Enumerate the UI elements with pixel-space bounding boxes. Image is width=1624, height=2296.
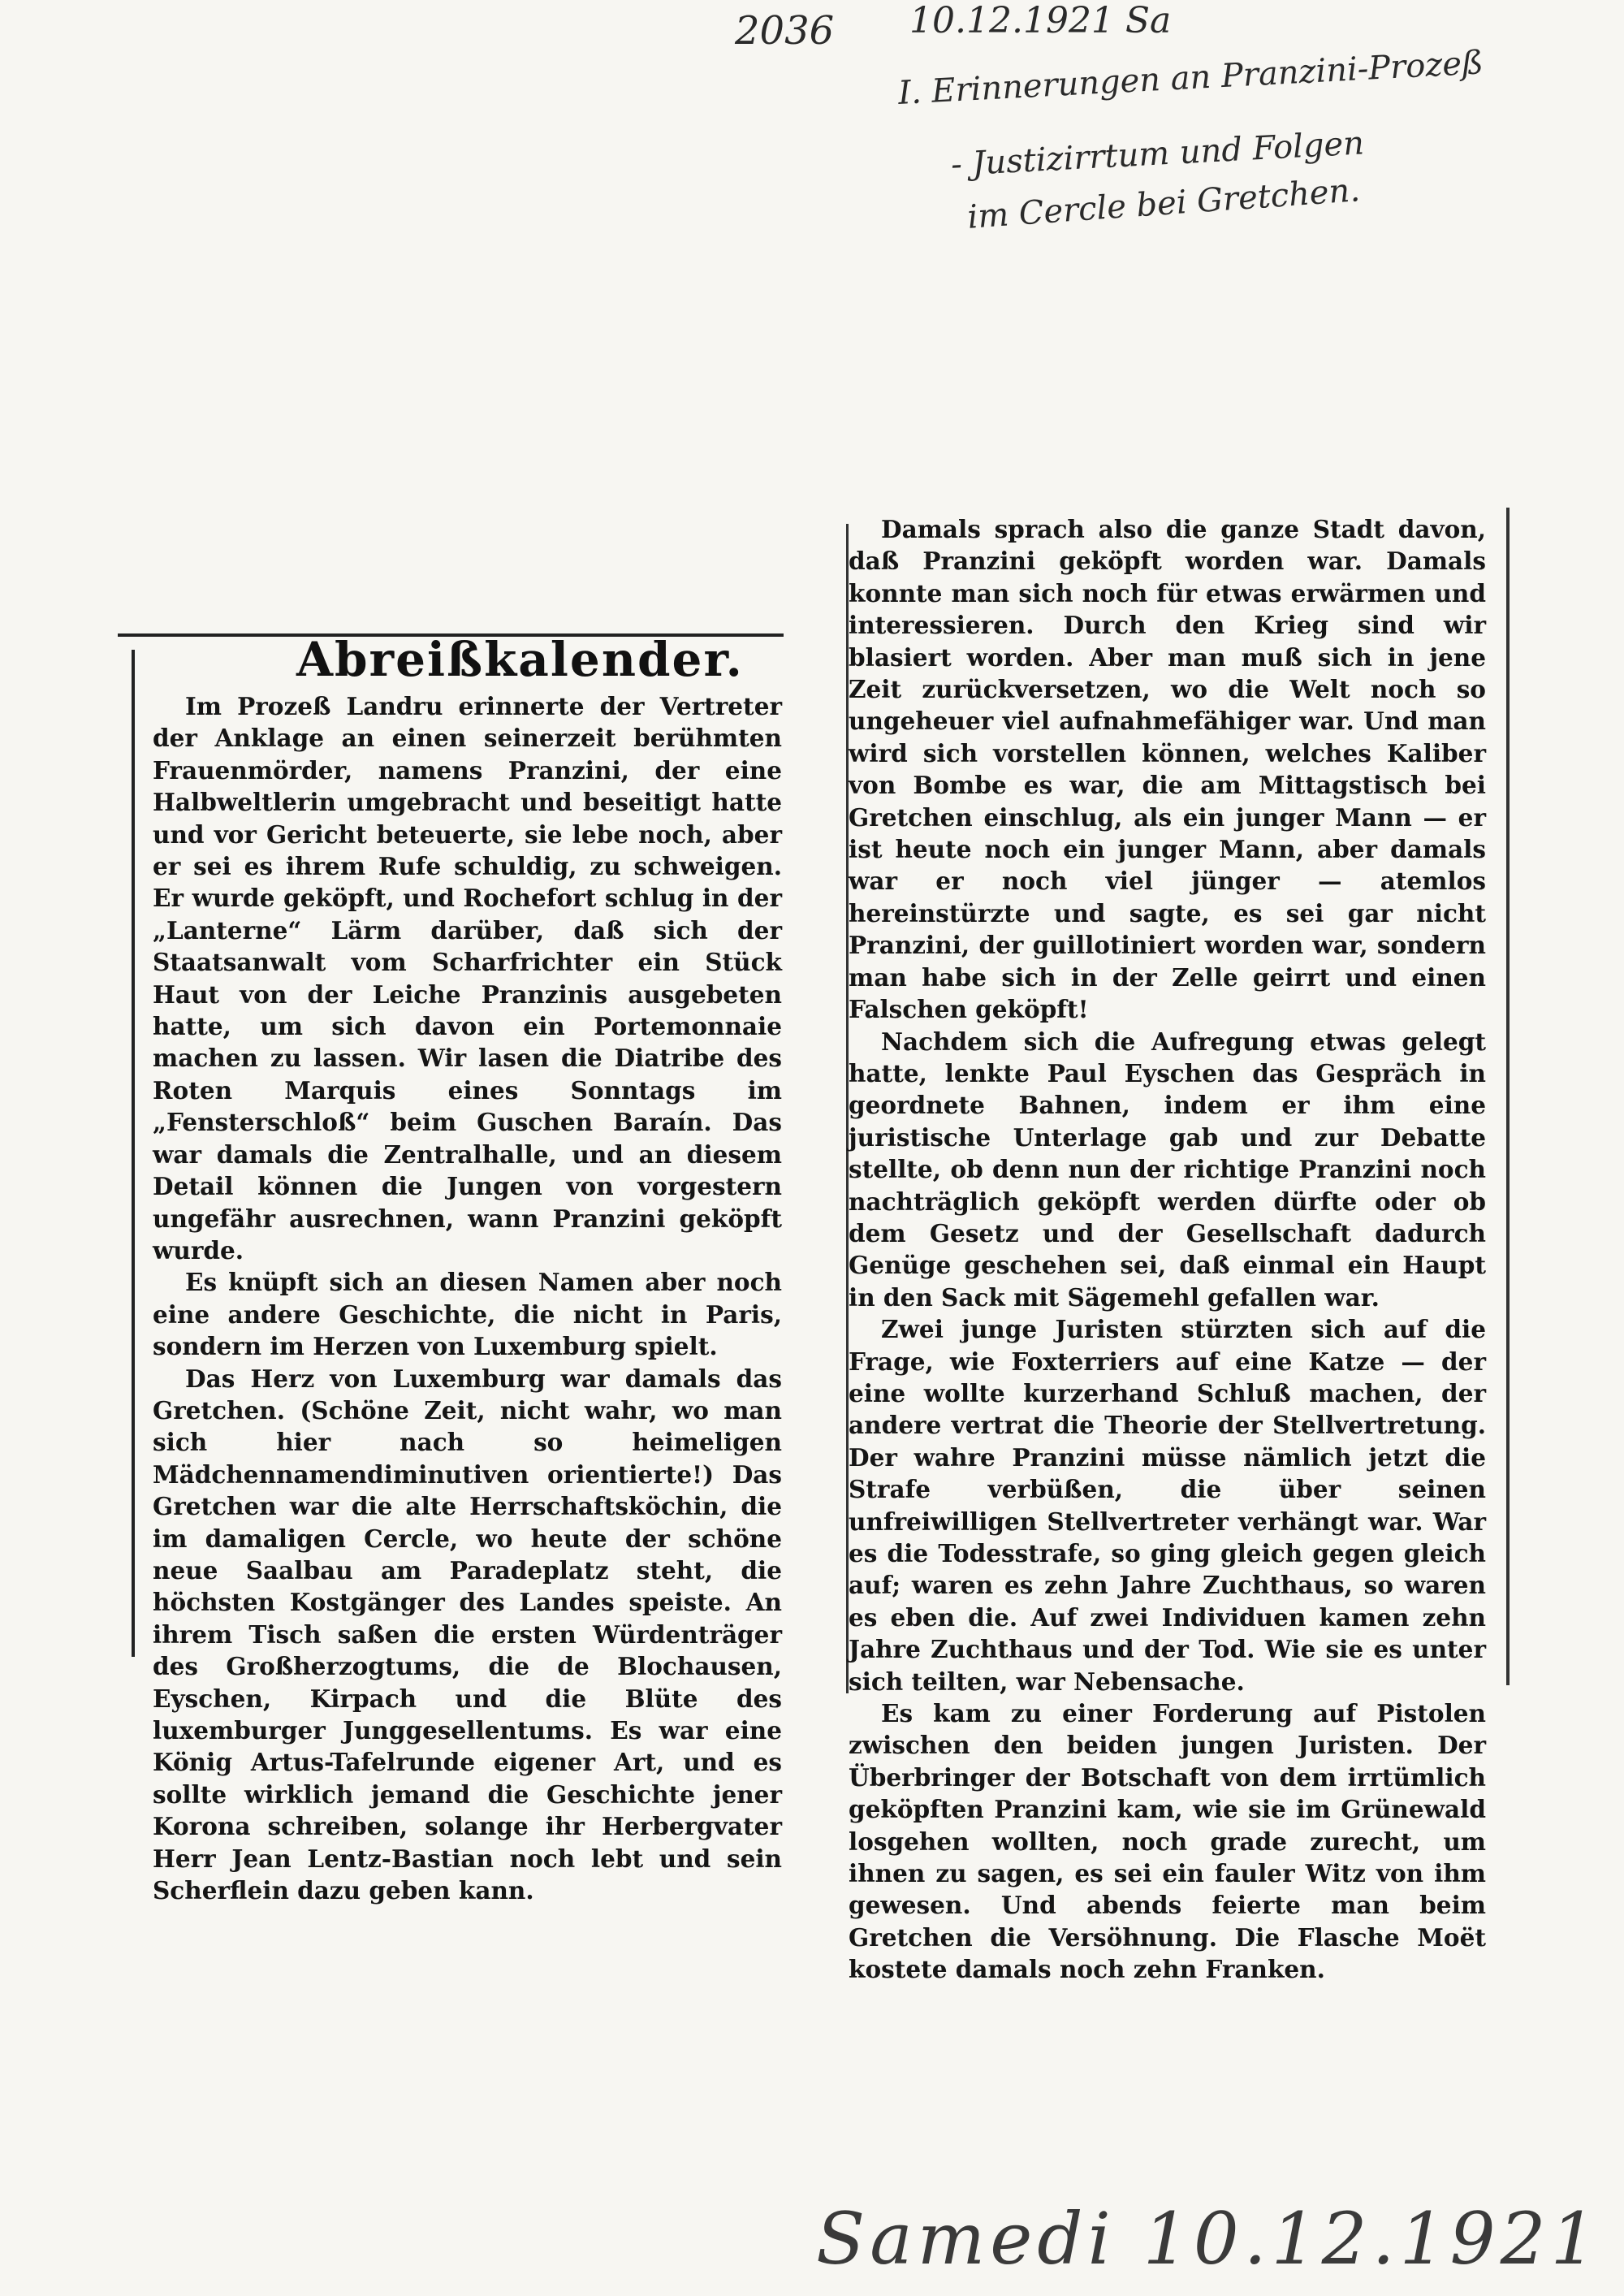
- article-paragraph: Im Prozeß Landru erinnerte der Vertreter der Anklage an einen seinerzeit berühmten Frauenmörder, namens Pranzini, der eine Halbweltlerin umgebracht und beseitigt hatte und vor Gericht beteuerte, sie lebe noch, aber er sei es ihrem Rufe schuldig, zu schweigen. Er wurde geköpft, und Rochefort schlug in der „Lanterne“ Lärm darüber, daß sich der Staatsanwalt vom Scharfrichter ein Stück Haut von der Leiche Pranzinis ausgebeten hatte, um sich davon ein Portemonnaie machen zu lassen. Wir lasen die Diatribe des Roten Marquis eines Sonntags im „Fensterschloß“ beim Guschen Baraín. Das war damals die Zentralhalle, und an diesem Detail können die Jungen von vorgestern ungefähr ausrechnen, wann Pranzini geköpft wurde.: [153, 692, 782, 1265]
- article-paragraph: Damals sprach also die ganze Stadt davon, daß Pranzini geköpft worden war. Damals konnte man sich noch für etwas erwärmen und interessieren. Durch den Krieg sind wir blasiert worden. Aber man muß sich in jene Zeit zurückversetzen, wo die Welt noch so ungeheuer viel aufnahmefähiger war. Und man wird sich vorstellen können, welches Kaliber von Bombe es war, die am Mittagstisch bei Gretchen einschlug, als ein junger Mann — er ist heute noch ein junger Mann, aber damals war er noch viel jünger — atemlos hereinstürzte und sagte, es sei gar nicht Pranzini, der guillotiniert worden war, sondern man habe sich in der Zelle geirrt und einen Falschen geköpft!: [849, 515, 1486, 1024]
- handwritten-note-line-1: I. Erinnerungen an Pranzini-Prozeß: [897, 44, 1484, 112]
- article-headline: Abreißkalender.: [296, 632, 744, 687]
- handwritten-note-line-3: im Cercle bei Gretchen.: [966, 171, 1362, 236]
- article-right-column: [849, 513, 1486, 1986]
- article-left-column: [153, 690, 782, 1906]
- handwritten-note-line-2: - Justizirrtum und Folgen: [950, 124, 1366, 184]
- article-paragraph: Zwei junge Juristen stürzten sich auf die Frage, wie Foxterriers auf eine Katze — der eine wollte kurzerhand Schluß machen, der andere vertrat die Theorie der Stellvertretung. Der wahre Pranzini müsse nämlich jetzt die Strafe verbüßen, die über seinen unfreiwilligen Stellvertreter verhängt war. War es die Todesstrafe, so ging gleich gegen gleich auf; waren es zehn Jahre Zuchthaus, so waren es eben die. Auf zwei Individuen kamen zehn Jahre Zuchthaus und der Tod. Wie sie es unter sich teilten, war Nebensache.: [849, 1315, 1486, 1696]
- article-paragraph: Das Herz von Luxemburg war damals das Gretchen. (Schöne Zeit, nicht wahr, wo man sich hier nach so heimeligen Mädchennamendiminutiven orientierte!) Das Gretchen war die alte Herrschaftsköchin, die im damaligen Cercle, wo heute der schöne neue Saalbau am Paradeplatz steht, die höchsten Kostgänger des Landes speiste. An ihrem Tisch saßen die ersten Würdenträger des Großherzogtums, die de Blochausen, Eyschen, Kirpach und die Blüte des luxemburger Junggesellentums. Es war eine König Artus-Tafelrunde eigener Art, und es sollte wirklich jemand die Geschichte jener Korona schreiben, solange ihr Herbergvater Herr Jean Lentz-Bastian noch lebt und sein Scherflein dazu geben kann.: [153, 1364, 782, 1905]
- date-handwritten: 10.12.1921 Sa: [909, 0, 1172, 41]
- clipping-right-rule: [1506, 508, 1510, 1685]
- clipping-left-rule: [132, 650, 135, 1657]
- footer-date-handwritten: Samedi 10.12.1921: [816, 2197, 1601, 2281]
- article-paragraph: Es kam zu einer Forderung auf Pistolen zwischen den beiden jungen Juristen. Der Überbringer der Botschaft von dem irrtümlich geköpften Pranzini kam, wie sie im Grünewald losgehen wollten, noch grade zurecht, um ihnen zu sagen, es sei ein fauler Witz von ihm gewesen. Und abends feierte man beim Gretchen die Versöhnung. Die Flasche Moët kostete damals noch zehn Franken.: [849, 1699, 1486, 1984]
- archive-number-handwritten: 2036: [735, 8, 835, 54]
- article-paragraph: Es knüpft sich an diesen Namen aber noch eine andere Geschichte, die nicht in Paris, sondern im Herzen von Luxemburg spielt.: [153, 1268, 782, 1361]
- article-paragraph: Nachdem sich die Aufregung etwas gelegt hatte, lenkte Paul Eyschen das Gespräch in geordnete Bahnen, indem er ihm eine juristische Unterlage gab und zur Debatte stellte, ob denn nun der richtige Pranzini noch nachträglich geköpft werden dürfte oder ob dem Gesetz und der Gesellschaft dadurch Genüge geschehen sei, daß einmal ein Haupt in den Sack mit Sägemehl gefallen war.: [849, 1027, 1486, 1312]
